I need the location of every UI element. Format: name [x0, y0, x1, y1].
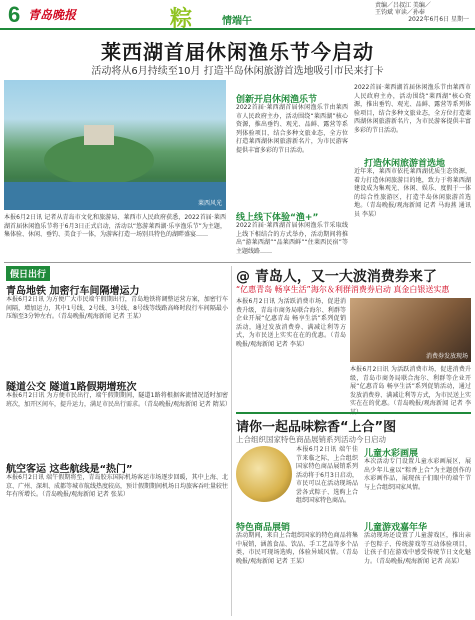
lead-headline: 莱西湖首届休闲渔乐节今启动	[101, 40, 374, 64]
activity-text-2: 本报6月2日讯 为活跃消费市场，促进消费升级，青岛市商务局联合海尔、利群等企业开展“亿惠青岛 畅享生活”系列促销活动，通过发放消费券、满减让利等方式，为市民送上实实在在的优惠。（青岛晚报/观海新闻 记者 李	[350, 366, 471, 407]
photo-caption: 莱西风光	[197, 200, 222, 207]
right-text-1: 2022首届·莱西湖首届休闲渔乐节由莱西市人民政府主办，活动围绕“莱西湖”核心资源，推出垂钓、观光、品鲜、露营等系列体验项目，结合多种文旅业态，全方位打造莱西湖休闲旅游新名片，为市民游客提供丰富多彩的节日活动。	[236, 104, 348, 154]
zongzi-box-title: 特色商品展销	[236, 523, 291, 533]
section1-title: 青岛地铁 加密行车间隔增运力	[6, 286, 140, 297]
masthead	[0, 0, 475, 30]
editor-credits: 责编／吕叔江 美编／王钧斌 审读／孙奉	[375, 2, 431, 16]
section1-text: 本报6月2日讯 为方便广大市民端午假期出行，青岛地铁将调整运营方案，加密行车间隔，增加运力，其中1号线、2号线、3号线、8号线等线路高峰时段行车间隔最小压缩至3分钟左右。（青岛晚报/观海新闻 记者 王某）	[6, 296, 228, 320]
zongzi-box-text: 活动期间，来自上合组织国家的特色商品将集中展销，涵盖食品、饮品、手工艺品等多个品类，市民可现场选购，体验异域风情。（青岛晚报/观海新闻 记者 王某）	[236, 532, 358, 565]
activity-kicker: @ 青岛人，又一大波消费券来了	[236, 269, 437, 285]
section2-text: 本报6月2日讯 为方便市民出行，端午假期期间，隧道1路将根据客流情况适时加密班次，加开区间车，提升运力，满足市民出行需求。（青岛晚报/观海新闻 记者 隋某）	[6, 392, 231, 408]
right-text-2: 2022首届·莱西湖首届休闲渔乐节采取线上线下相结合的方式举办，活动期间将推出“游莱西湖”“品莱西鲜”“住莱西民宿”等主题线路……	[236, 222, 348, 255]
lead-intro: 本报6月2日讯 记者从青岛市文化和旅游局、莱西市人民政府获悉，2022首届·莱西湖首届休闲渔乐节将于6月3日正式启动，活动以“悠游莱西湖·乐享渔乐节”为主题，集体验、休闲、垂钓、美食于一体，为游客打造一场别具特色的湖畔盛宴……	[4, 214, 226, 238]
right-heading-3: 打造休闲旅游首选地	[364, 159, 446, 169]
activity-text: 本报6月2日讯 为活跃消费市场，促进消费升级，青岛市商务局联合海尔、利群等企业开展“亿惠青岛 畅享生活”系列促销活动，通过发放消费券、满减让利等方式，为市民送上实实在在的优惠。（青岛晚报/观海新闻 记者 李某）	[236, 298, 346, 348]
section3-text: 本报6月2日讯 端午假期将至，青岛胶东国际机场客运市场逐步回暖，其中上海、北京、广州、深圳、成都等城市航线热度较高，预计假期期间机场日均旅客吞吐量较往年有所增长。（青岛晚报/观海新闻 记者 张某）	[6, 474, 229, 498]
section-subtitle: 情端午	[222, 16, 252, 27]
right-heading-1: 创新开启休闲渔乐节	[236, 95, 318, 105]
right-text-block-2: 活动现场还设置了儿童游戏区，推出亲子包粽子、传统游戏等互动体验项目，让孩子们在游戏中感受传统节日文化魅力。（青岛晚报/观海新闻 记者 高某）	[364, 532, 471, 565]
section3-title: 航空客运 这些航线是“热门”	[6, 464, 133, 475]
right-heading-2: 线上线下体验“渔+”	[236, 213, 319, 223]
section-rule	[236, 412, 471, 414]
building-shape	[84, 125, 114, 145]
column-divider	[231, 266, 232, 616]
right-title-2: 儿童游戏嘉年华	[364, 523, 428, 533]
section-title: 粽	[170, 7, 195, 32]
zongzi-photo	[236, 446, 292, 502]
activity-subtitle: “亿惠青岛 畅享生活”海尔＆利群消费券启动 真金白银送实惠	[236, 285, 450, 294]
zongzi-headline: 请你一起品味粽香“上合”图	[236, 420, 397, 435]
right-text-3: 近年来，莱西市依托莱西湖优质生态资源，着力打造休闲旅游目的地，致力于将莱西湖建设成为集观光、休闲、娱乐、度假于一体的综合性旅游区，打造半岛休闲旅游首选地。（青岛晚报/观海新闻 记者 马海燕 通讯员 李某）	[354, 168, 471, 218]
voucher-photo	[350, 298, 471, 362]
section2-title: 隧道公交 隧道1路假期增班次	[6, 382, 137, 393]
right-title-1: 儿童水彩画展	[364, 449, 419, 459]
water-shape	[4, 182, 226, 210]
column-tag: 假日出行	[6, 266, 50, 281]
right-text-block-1: 本次活动专门设置儿童水彩画展区，展出少年儿童以“粽香上合”为主题创作的水彩画作品，展现孩子们眼中的端午节与上合组织国家风情。	[364, 458, 471, 491]
right-text-col2: 2022首届·莱西湖首届休闲渔乐节由莱西市人民政府主办，活动围绕“莱西湖”核心资源，推出垂钓、观光、品鲜、露营等系列体验项目，结合多种文旅业态，全方位打造莱西湖休闲旅游新名片，为市民游客提供丰富多彩的节日活动。	[354, 84, 471, 134]
newspaper-logo: 青岛晚报	[28, 8, 77, 22]
page-number: 6	[8, 2, 21, 27]
voucher-photo-caption: 消费券发放现场	[425, 353, 468, 360]
issue-date: 2022年6月6日 星期一	[408, 16, 469, 23]
zongzi-text: 本报6月2日讯 端午佳节来临之际，上合组织国家特色商品展销系列活动将于6月3日启动，市民可以在活动现场品尝各式粽子、选购上合组织国家特色商品。	[296, 446, 358, 504]
lake-photo	[4, 80, 226, 210]
zongzi-subhead: 上合组织国家特色商品展销系列活动今日启动	[236, 435, 386, 444]
lead-subhead: 活动将从6月持续至10月 打造半岛休闲旅游首选地吸引市民来打卡	[91, 66, 384, 77]
divider	[4, 262, 471, 263]
